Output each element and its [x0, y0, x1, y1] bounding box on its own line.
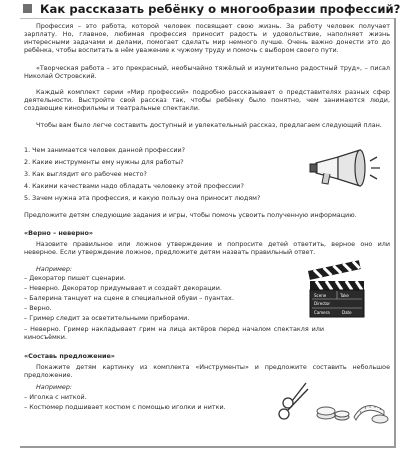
after-plan-text: Предложите детям следующие задания и игры, чтобы помочь усвоить полученную информацию.: [24, 211, 357, 219]
clapperboard-icon: [306, 260, 368, 318]
title-divider: [20, 18, 394, 19]
megaphone-icon: [304, 149, 384, 189]
game2-description: Покажите детям картинку из комплекта «Инструменты» и предложите составить небольшое предложение.: [24, 363, 390, 380]
game1-line: – Декоратор пишет сценарии.: [24, 274, 126, 282]
game1-line: – Неверно. Декоратор придумывает и создаёт декорации.: [24, 284, 222, 292]
page-title: Как рассказать ребёнку о многообразии профессий?: [40, 2, 400, 16]
bottom-border: [20, 446, 396, 448]
spool-icon: [317, 407, 349, 420]
game2-line: – Костюмер подшивает костюм с помощью иголки и нитки.: [24, 403, 226, 411]
tape-measure-icon: [354, 406, 388, 423]
plan-item: 3. Как выглядит его рабочее место?: [24, 170, 147, 178]
game2-line: – Иголка с ниткой.: [24, 393, 87, 401]
game1-line: – Гример следит за осветительными приборами.: [24, 314, 190, 322]
right-border: [394, 18, 396, 446]
game1-line: – Неверно. Гример накладывает грим на лица актёров перед началом спектакля или киносъёмки.: [24, 325, 324, 342]
sewing-tools-icon: [270, 373, 390, 425]
intro-paragraph-1: Профессия – это работа, которой человек посвящает свою жизнь. За работу человек получает зарплату. Но, главное, любимая профессия приносит радость и удовольствие, наполняет жизнь интересными задачами и делами, помогает сделать мир немного лучше. Очень важно донести это до ребёнка, чтобы воспитать в нём уважение к чужому труду и помочь с выбором своего пути.: [24, 22, 390, 55]
game1-title: «Верно – неверно»: [24, 229, 93, 237]
plan-item: 5. Зачем нужна эта профессия, и какую пользу она приносит людям?: [24, 194, 261, 202]
intro-paragraph-2: Каждый комплект серии «Мир профессий» подробно рассказывает о представителях разных сфер деятельности. Выстройте свой рассказ так, чтобы ребёнку было понятно, чем занимаются люди, создающие кинофильмы и театральные спектакли.: [24, 88, 390, 113]
plan-item: 4. Какими качествами надо обладать человеку этой профессии?: [24, 182, 244, 190]
game1-example-label: Например:: [36, 265, 73, 273]
title-bullet-icon: [23, 4, 32, 13]
clapper-label: Director: [314, 301, 331, 306]
intro-quote: «Творческая работа – это прекрасный, необычайно тяжёлый и изумительно радостный труд», – писал Николай Островский.: [24, 64, 390, 81]
intro-paragraph-3: Чтобы вам было легче составить доступный и увлекательный рассказ, предлагаем следующий план.: [36, 121, 382, 129]
game1-line: – Верно.: [24, 304, 52, 312]
plan-item: 1. Чем занимается человек данной профессии?: [24, 146, 186, 154]
clapper-label: Scene: [314, 293, 327, 298]
game2-title: «Составь предложение»: [24, 352, 115, 360]
game1-description: Назовите правильное или ложное утверждение и попросите детей ответить, верное оно или неверное. Если утверждение ложное, предложите детям назвать правильный ответ.: [24, 240, 390, 257]
clapper-label: Take: [340, 293, 349, 298]
scissors-icon: [279, 383, 308, 419]
game2-example-label: Например:: [36, 383, 73, 391]
plan-item: 2. Какие инструменты ему нужны для работы?: [24, 158, 184, 166]
game1-line: – Балерина танцует на сцене в специальной обуви – пуантах.: [24, 294, 234, 302]
clapper-label: Date: [342, 310, 352, 315]
clapper-label: Camera: [314, 310, 330, 315]
